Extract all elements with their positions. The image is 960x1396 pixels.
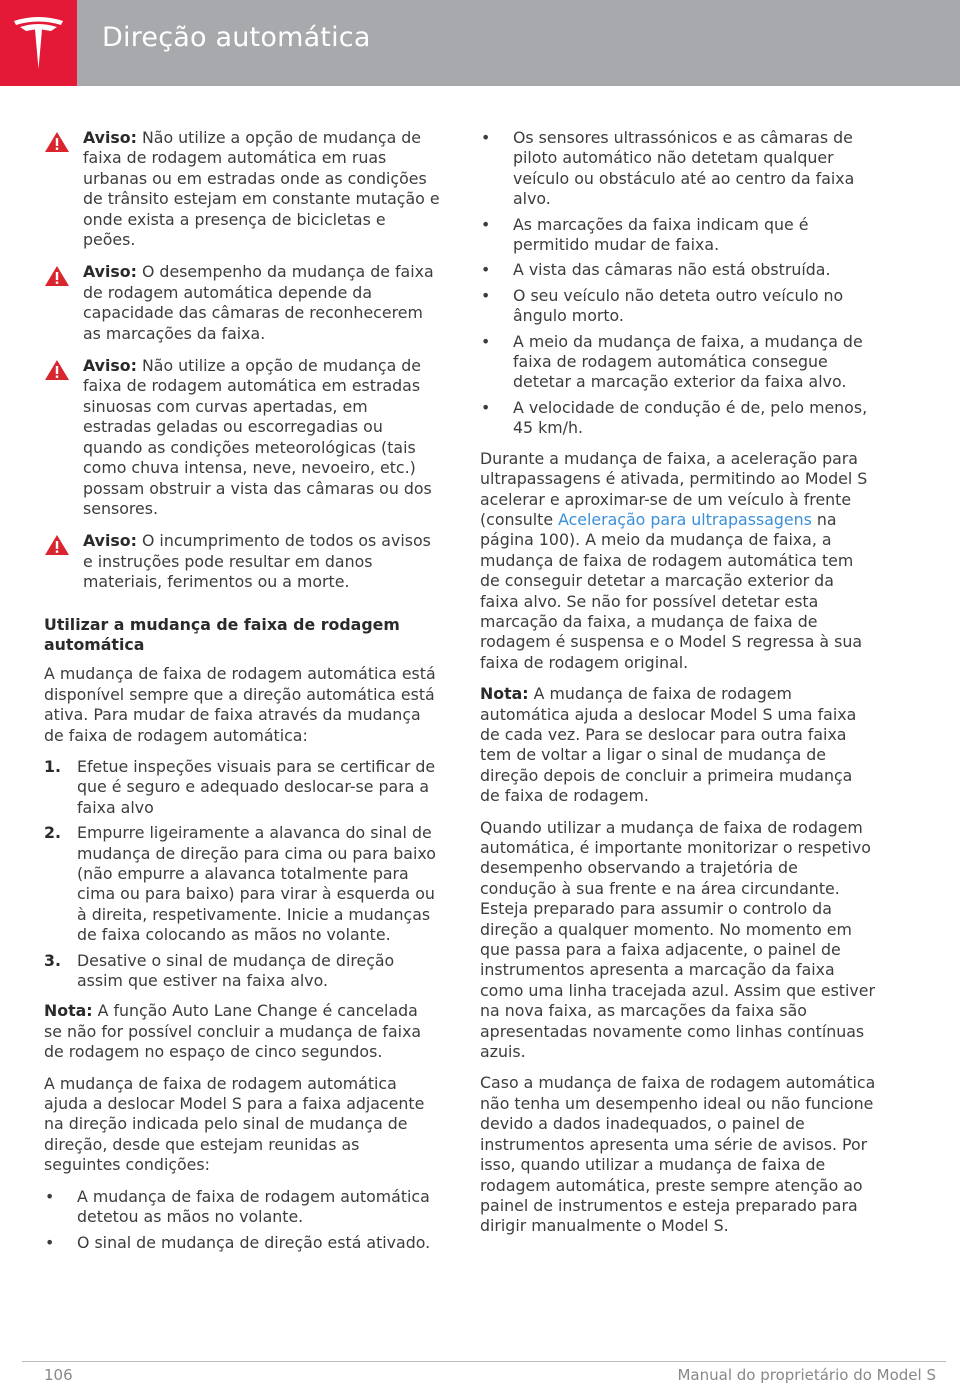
list-item — [480, 332, 876, 393]
step-text: Empurre ligeiramente a alavanca do sinal de mudança de direção para cima ou para baixo (não empurre a alavanca totalmente para cima ou para baixo) para virar à esquerda ou à direita, respetivamente. Inicie a mudanças de faixa colocando as mãos no volante. — [77, 823, 436, 945]
list-item — [44, 1187, 440, 1228]
warning-label: Aviso: — [83, 262, 137, 282]
warning-triangle-icon — [44, 131, 70, 153]
warning-text: Não utilize a opção de mudança de faixa de rodagem automática em estradas sinuosas com curvas apertadas, em estradas geladas ou escorregadias ou quando as condições meteorológicas (tais como chuva intensa, neve, nevoeiro, etc.) possam obstruir a vista das câmaras ou dos sensores. — [83, 356, 432, 518]
step-item — [44, 823, 440, 945]
note-text: A mudança de faixa de rodagem automática ajuda a deslocar Model S uma faixa de cada vez. Para se deslocar para outra faixa tem de voltar a ligar o sinal de mudança de direção depois de concluir a primeira mudança de faixa de rodagem. — [480, 684, 857, 806]
step-number: 3. — [44, 950, 61, 970]
warning-text: O desempenho da mudança de faixa de rodagem automática depende da capacidade das câmaras de reconhecerem as marcações da faixa. — [83, 262, 434, 343]
manual-title: Manual do proprietário do Model S — [677, 1366, 936, 1384]
note-text: A função Auto Lane Change é cancelada se não for possível concluir a mudança de faixa de rodagem no espaço de cinco segundos. — [44, 1001, 422, 1062]
list-item-text: As marcações da faixa indicam que é permitido mudar de faixa. — [513, 214, 809, 255]
list-item — [480, 215, 876, 256]
bullet-icon: • — [481, 397, 491, 417]
page-header — [0, 0, 960, 86]
list-item-text: O seu veículo não deteta outro veículo no ângulo morto. — [513, 285, 844, 326]
overtake-acceleration-link[interactable]: Aceleração para ultrapassagens — [558, 509, 812, 529]
list-item-text: A velocidade de condução é de, pelo menos, 45 km/h. — [513, 397, 868, 438]
list-item-text: A mudança de faixa de rodagem automática detetou as mãos no volante. — [77, 1186, 430, 1227]
overtake-paragraph — [480, 449, 876, 673]
list-item — [480, 286, 876, 327]
conditions-list — [44, 1187, 440, 1253]
warning-block — [44, 128, 440, 250]
note-label: Nota: — [480, 684, 529, 704]
list-item-text: A vista das câmaras não está obstruída. — [513, 260, 831, 280]
list-item-text: Os sensores ultrassónicos e as câmaras de piloto automático não detetam qualquer veículo ou obstáculo até ao centro da faixa alvo. — [513, 128, 855, 209]
step-item — [44, 757, 440, 818]
bullet-icon: • — [481, 285, 491, 305]
paragraph-text: Durante a mudança de faixa, a aceleração para ultrapassagens é ativada, permitindo ao Model S acelerar e aproximar-se de um veículo à frente (consulte — [480, 448, 868, 529]
list-item — [44, 1233, 440, 1253]
list-item — [480, 128, 876, 210]
step-number: 2. — [44, 823, 61, 843]
section-intro: A mudança de faixa de rodagem automática está disponível sempre que a direção automática está ativa. Para mudar de faixa através da mudança de faixa de rodagem automática: — [44, 664, 436, 745]
steps-list — [44, 757, 440, 991]
warning-block — [44, 356, 440, 519]
list-item — [480, 260, 876, 280]
bullet-icon: • — [481, 331, 491, 351]
warning-text: O incumprimento de todos os avisos e instruções pode resultar em danos materiais, ferimentos ou a morte. — [83, 531, 431, 592]
note-paragraph — [480, 684, 876, 806]
warning-block — [44, 531, 440, 592]
monitoring-paragraph: Quando utilizar a mudança de faixa de rodagem automática, é importante monitorizar o respetivo desempenho observando a trajetória de condução à sua frente e na área circundante. Esteja preparado para assumir o controlo da direção a qualquer momento. No momento em que passa para a faixa adjacente, o painel de instrumentos apresenta a marcação da faixa como uma linha tracejada azul. Assim que estiver na nova faixa, as marcações da faixa são apresentadas novamente como linhas contínuas azuis. — [480, 817, 875, 1062]
page-number: 106 — [44, 1366, 73, 1384]
step-item — [44, 951, 440, 992]
warning-text: Não utilize a opção de mudança de faixa de rodagem automática em ruas urbanas ou em estradas onde as condições de trânsito estejam em constante mutação e onde exista a presença de bicicletas e peões. — [83, 128, 440, 250]
warning-label: Aviso: — [83, 531, 137, 551]
step-number: 1. — [44, 756, 61, 776]
list-item-text: A meio da mudança de faixa, a mudança de faixa de rodagem automática consegue detetar a marcação exterior da faixa alvo. — [513, 331, 863, 392]
bullet-icon: • — [45, 1186, 55, 1206]
warning-triangle-icon — [44, 534, 70, 556]
footer-divider — [22, 1361, 946, 1362]
bullet-icon: • — [45, 1232, 55, 1252]
right-column — [480, 128, 876, 1248]
warning-triangle-icon — [44, 265, 70, 287]
list-item-text: O sinal de mudança de direção está ativado. — [77, 1232, 431, 1252]
tesla-logo-icon — [11, 14, 66, 72]
conditions-intro: A mudança de faixa de rodagem automática ajuda a deslocar Model S para a faixa adjacente na direção indicada pelo sinal de mudança de direção, desde que estejam reunidas as seguintes condições: — [44, 1073, 425, 1175]
note-paragraph — [44, 1001, 440, 1062]
bullet-icon: • — [481, 214, 491, 234]
warning-triangle-icon — [44, 359, 70, 381]
bullet-icon: • — [481, 260, 491, 280]
bullet-icon: • — [481, 128, 491, 147]
brand-logo-block — [0, 0, 77, 86]
warning-label: Aviso: — [83, 128, 137, 147]
note-label: Nota: — [44, 1001, 93, 1021]
alerts-paragraph: Caso a mudança de faixa de rodagem automática não tenha um desempenho ideal ou não funcione devido a dados inadequados, o painel de instrumentos apresenta uma série de avisos. Por isso, quando utilizar a mudança de faixa de rodagem automática, preste sempre atenção ao painel de instrumentos e esteja preparado para dirigir manualmente o Model S. — [480, 1073, 876, 1236]
step-text: Desative o sinal de mudança de direção assim que estiver na faixa alvo. — [77, 950, 395, 991]
page-title: Direção automática — [102, 22, 371, 53]
step-text: Efetue inspeções visuais para se certificar de que é seguro e adequado deslocar-se para a faixa alvo — [77, 756, 436, 817]
list-item — [480, 398, 876, 439]
left-column — [44, 128, 440, 1263]
conditions-list-continued — [480, 128, 876, 439]
warning-block — [44, 262, 440, 344]
warning-label: Aviso: — [83, 356, 137, 376]
paragraph-text: na página 100). A meio da mudança de faixa, a mudança de faixa de rodagem automática tem de conseguir detetar a marcação exterior da faixa alvo. Se não for possível detetar esta marcação da faixa, a mudança de faixa de rodagem é suspensa e o Model S regressa à sua faixa de rodagem original. — [480, 509, 863, 672]
section-heading: Utilizar a mudança de faixa de rodagem automática — [44, 614, 400, 654]
